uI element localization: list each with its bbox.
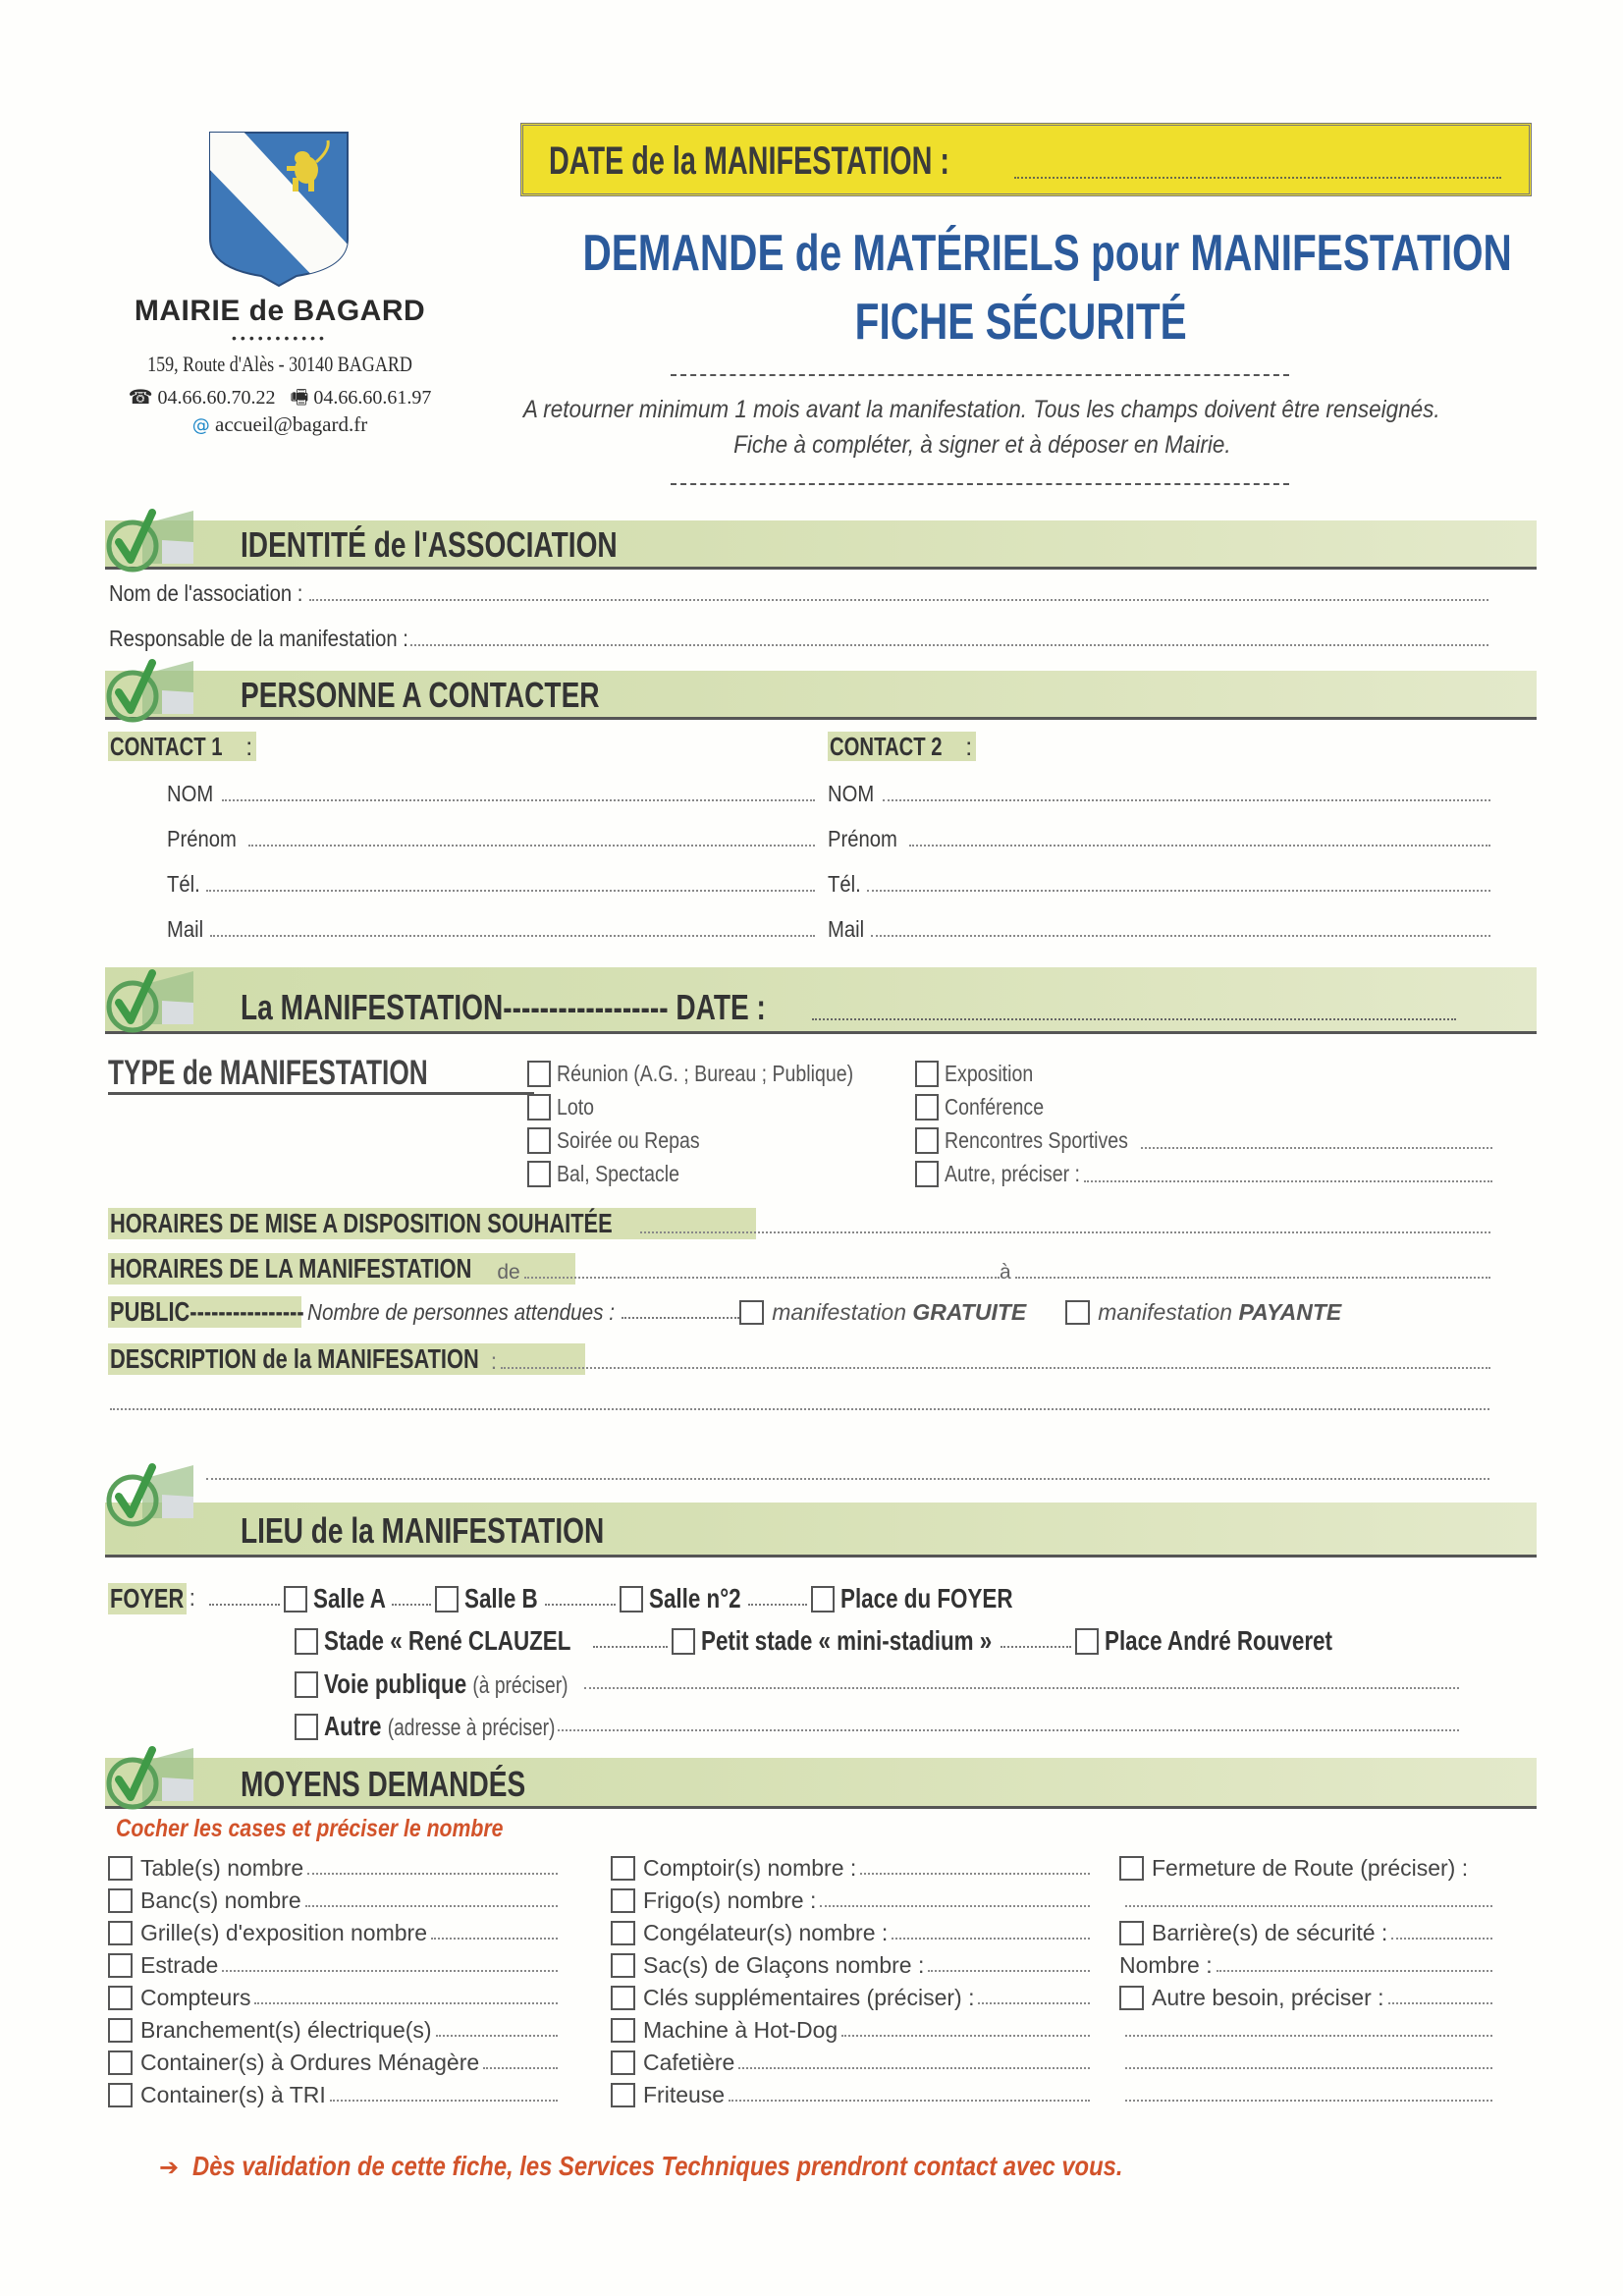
moyens-item-label: Clés supplémentaires (préciser) : <box>643 1985 975 2010</box>
contact1-input[interactable] <box>248 845 815 847</box>
contact2-field[interactable] <box>828 868 1490 898</box>
moyens-quantity-input[interactable] <box>892 1938 1090 1940</box>
field-label: Mail <box>167 916 204 942</box>
type-checkbox[interactable] <box>527 1061 551 1087</box>
moyens-item <box>611 2079 1090 2111</box>
moyens-quantity-input[interactable] <box>431 1938 558 1940</box>
page-title-line2: FICHE SÉCURITÉ <box>854 294 1188 351</box>
arrow-right-icon: ➔ <box>159 2154 180 2181</box>
section-header-lieu <box>105 1503 1537 1558</box>
foyer-colon: : <box>189 1585 196 1612</box>
org-address: 159, Route d'Alès - 30140 BAGARD <box>147 352 412 376</box>
contact2-field[interactable] <box>828 778 1490 807</box>
moyens-quantity-input[interactable] <box>841 2035 1090 2037</box>
voie-publique-input[interactable] <box>584 1687 1459 1689</box>
type-option-label: Loto <box>557 1093 595 1120</box>
petit-stade-checkbox[interactable] <box>672 1628 695 1655</box>
moyens-item <box>108 1885 558 1917</box>
contact2-label: CONTACT 2 <box>830 732 943 761</box>
type-checkbox[interactable] <box>915 1094 939 1121</box>
moyens-checkbox[interactable] <box>611 2050 635 2075</box>
moyens-item <box>108 1949 558 1982</box>
voie-publique-label: Voie publique <box>324 1668 467 1699</box>
autre-besoin-line-2 <box>1119 2014 1492 2047</box>
contact2-input[interactable] <box>871 935 1490 937</box>
contact1-field[interactable] <box>167 868 815 898</box>
moyens-item-label: Sac(s) de Glaçons nombre : <box>643 1952 925 1978</box>
type-option-label: Soirée ou Repas <box>557 1126 700 1153</box>
page-subtitle <box>452 293 1591 352</box>
type-option-label: Bal, Spectacle <box>557 1160 679 1186</box>
description-input[interactable] <box>501 1367 1490 1369</box>
contact2-heading <box>828 732 972 762</box>
barrieres-label: Barrière(s) de sécurité : <box>1152 1920 1388 1945</box>
type-option-label: Exposition <box>945 1060 1034 1086</box>
type-checkbox[interactable] <box>915 1061 939 1087</box>
voie-publique-checkbox[interactable] <box>295 1671 318 1698</box>
moyens-checkbox[interactable] <box>611 1921 635 1945</box>
nombre-personnes-label: Nombre de personnes attendues : <box>307 1298 616 1325</box>
fermeture-route-input[interactable] <box>1125 1905 1492 1907</box>
page-title-line1: DEMANDE de MATÉRIELS pour MANIFESTATION <box>582 225 1512 282</box>
type-checkbox[interactable] <box>915 1161 939 1187</box>
moyens-quantity-input[interactable] <box>436 2035 558 2037</box>
barrieres-nombre-row <box>1119 1949 1492 1982</box>
contact2-field[interactable] <box>828 913 1490 943</box>
type-option-label: Réunion (A.G. ; Bureau ; Publique) <box>557 1060 854 1086</box>
moyens-item <box>611 1949 1090 1982</box>
type-option <box>527 1125 920 1155</box>
contact1-input[interactable] <box>210 935 815 937</box>
fax-icon: 🖷 <box>290 385 309 409</box>
contact2-input[interactable] <box>883 799 1490 801</box>
moyens-item-label: Container(s) à TRI <box>140 2082 326 2107</box>
autre-lieu-label: Autre <box>324 1711 382 1741</box>
field-label: Responsable de la manifestation : <box>109 626 408 651</box>
horaires-de-label: de <box>497 1261 520 1284</box>
moyens-item <box>108 2079 558 2111</box>
dotted-leader <box>1001 1634 1071 1648</box>
petit-stade-label: Petit stade « mini-stadium » <box>701 1625 993 1656</box>
notice-line-2 <box>432 431 1532 460</box>
type-option-label: Conférence <box>945 1093 1045 1120</box>
checkmark-icon <box>103 503 197 574</box>
field-label: NOM <box>167 781 214 806</box>
moyens-checkbox[interactable] <box>611 2018 635 2043</box>
dotted-leader <box>593 1634 668 1648</box>
moyens-item <box>108 1852 558 1885</box>
nombre-personnes-input[interactable] <box>622 1305 739 1319</box>
moyens-item <box>611 2047 1090 2079</box>
payante-label <box>1098 1299 1341 1326</box>
gratuite-checkbox[interactable] <box>739 1300 764 1325</box>
autre-besoin-input-2[interactable] <box>1125 2035 1492 2037</box>
moyens-item <box>108 2014 558 2047</box>
coat-of-arms-logo <box>208 131 350 288</box>
gratuite-prefix: manifestation <box>772 1298 907 1325</box>
type-label: TYPE de MANIFESTATION <box>108 1054 428 1092</box>
moyens-item-label: Branchement(s) électrique(s) <box>140 2017 432 2043</box>
type-checkbox[interactable] <box>527 1127 551 1154</box>
autre-besoin-label: Autre besoin, préciser : <box>1152 1985 1384 2010</box>
moyens-item <box>611 1917 1090 1949</box>
dotted-leader <box>209 1592 280 1606</box>
footer-text: Dès validation de cette fiche, les Services Techniques prendront contact avec vous. <box>191 2151 1123 2181</box>
barrieres-nombre-input[interactable] <box>1217 1970 1492 1972</box>
field-label: Tél. <box>828 871 861 897</box>
moyens-checkbox[interactable] <box>108 1986 133 2010</box>
payante-text: PAYANTE <box>1238 1298 1342 1325</box>
notice-text-2: Fiche à compléter, à signer et à déposer en Mairie. <box>732 431 1231 459</box>
autre-besoin-checkbox[interactable] <box>1119 1986 1144 2010</box>
contact1-colon: : <box>238 732 253 761</box>
stade-clauzel-checkbox[interactable] <box>295 1628 318 1655</box>
section-title: IDENTITÉ de l'ASSOCIATION <box>241 524 618 565</box>
moyens-instruction <box>116 1815 571 1843</box>
association-name-input[interactable] <box>309 599 1488 601</box>
foyer-label: FOYER <box>110 1583 185 1613</box>
telephone-icon: ☎ <box>128 385 153 409</box>
moyens-quantity-input[interactable] <box>738 2067 1090 2069</box>
type-option <box>915 1159 1492 1188</box>
salle-b-checkbox[interactable] <box>435 1586 459 1613</box>
moyens-item <box>108 2047 558 2079</box>
checkmark-icon <box>103 963 197 1034</box>
moyens-item-label: Congélateur(s) nombre : <box>643 1920 889 1945</box>
horaires-manif-label: HORAIRES DE LA MANIFESTATION <box>110 1253 472 1284</box>
section-header-manifestation <box>105 967 1537 1034</box>
footer-message <box>159 2151 1287 2182</box>
dotted-leader <box>392 1592 431 1606</box>
type-option <box>915 1092 1492 1121</box>
moyens-checkbox[interactable] <box>611 2083 635 2107</box>
moyens-checkbox[interactable] <box>108 1953 133 1978</box>
moyens-checkbox[interactable] <box>108 2083 133 2107</box>
moyens-item-label: Comptoir(s) nombre : <box>643 1855 857 1881</box>
checkmark-icon <box>103 1740 197 1811</box>
moyens-item <box>108 1917 558 1949</box>
moyens-item-label: Estrade <box>140 1952 219 1978</box>
public-label: PUBLIC <box>110 1296 190 1327</box>
type-option <box>915 1125 1492 1155</box>
checkmark-icon <box>103 653 197 724</box>
field-label: NOM <box>828 781 875 806</box>
gratuite-text: GRATUITE <box>912 1298 1027 1325</box>
moyens-column-3 <box>1119 1852 1492 2111</box>
instruction-text: Cocher les cases et préciser le nombre <box>116 1815 504 1842</box>
contact2-field[interactable] <box>828 823 1490 852</box>
phone-number: 04.66.60.70.22 <box>157 387 276 409</box>
moyens-item-label: Friteuse <box>643 2082 726 2107</box>
horaires-dispo-field[interactable] <box>108 1204 1490 1239</box>
section-title: PERSONNE A CONTACTER <box>241 675 600 715</box>
responsable-field[interactable] <box>109 623 1488 652</box>
moyens-quantity-input[interactable] <box>307 1873 558 1875</box>
section-header-contact <box>105 671 1537 720</box>
salle-n2-label: Salle n°2 <box>648 1583 741 1613</box>
type-option <box>527 1059 920 1088</box>
date-banner-label: DATE de la MANIFESTATION : <box>549 139 950 183</box>
voie-publique-note: (à préciser) <box>472 1672 568 1699</box>
moyens-checkbox[interactable] <box>108 2050 133 2075</box>
field-label: Mail <box>828 916 865 942</box>
autre-lieu-row <box>295 1709 1459 1744</box>
contact1-field[interactable] <box>167 913 815 943</box>
barrieres-checkbox[interactable] <box>1119 1921 1144 1945</box>
org-phones <box>98 383 461 416</box>
place-foyer-label: Place du FOYER <box>839 1583 1013 1613</box>
horaires-dispo-input[interactable] <box>640 1231 1490 1233</box>
contact1-field[interactable] <box>167 778 815 807</box>
field-label: Tél. <box>167 871 200 897</box>
moyens-quantity-input[interactable] <box>860 1873 1090 1875</box>
fermeture-route-checkbox[interactable] <box>1119 1856 1144 1881</box>
barrieres-nombre-label: Nombre : <box>1119 1952 1213 1978</box>
moyens-quantity-input[interactable] <box>483 2067 558 2069</box>
moyens-col1-list <box>108 1852 558 2111</box>
section-header-identite <box>105 520 1537 570</box>
description-input-line-2[interactable] <box>110 1408 1489 1410</box>
dotted-leader <box>545 1592 616 1606</box>
moyens-item <box>611 1852 1090 1885</box>
field-label: Prénom <box>828 826 897 851</box>
field-label: Prénom <box>167 826 237 851</box>
type-manifestation-heading <box>108 1055 534 1095</box>
section-header-moyens <box>105 1758 1537 1809</box>
place-rouveret-checkbox[interactable] <box>1075 1628 1099 1655</box>
moyens-item-label: Cafetière <box>643 2050 735 2075</box>
association-name-field[interactable] <box>109 577 1488 607</box>
barrieres-item <box>1119 1917 1492 1949</box>
autre-besoin-input-4[interactable] <box>1125 2100 1492 2102</box>
description-field[interactable] <box>108 1339 1490 1375</box>
moyens-item-label: Table(s) nombre <box>140 1855 304 1881</box>
barrieres-input[interactable] <box>1391 1938 1492 1940</box>
contact2-input[interactable] <box>867 890 1490 892</box>
horaires-start-input[interactable] <box>524 1277 1000 1279</box>
place-foyer-checkbox[interactable] <box>811 1586 835 1613</box>
payante-checkbox[interactable] <box>1065 1300 1090 1325</box>
type-checkbox[interactable] <box>527 1161 551 1187</box>
autre-besoin-line-4 <box>1119 2079 1492 2111</box>
horaires-manif-field[interactable] <box>108 1249 1490 1285</box>
field-label: Nom de l'association : <box>109 580 303 606</box>
type-option <box>915 1059 1492 1088</box>
contact1-heading <box>108 732 252 762</box>
salle-n2-checkbox[interactable] <box>620 1586 643 1613</box>
fermeture-route-label: Fermeture de Route (préciser) : <box>1152 1855 1469 1881</box>
fermeture-route-input-row <box>1119 1885 1492 1917</box>
moyens-item <box>611 2014 1090 2047</box>
salle-b-label: Salle B <box>464 1583 539 1613</box>
moyens-checkbox[interactable] <box>611 1986 635 2010</box>
description-label: DESCRIPTION de la MANIFESATION <box>110 1343 479 1374</box>
type-checkbox[interactable] <box>915 1127 939 1154</box>
moyens-quantity-input[interactable] <box>222 1970 558 1972</box>
moyens-quantity-input[interactable] <box>928 1970 1090 1972</box>
type-option <box>527 1092 920 1121</box>
place-rouveret-label: Place André Rouveret <box>1104 1625 1332 1656</box>
horaires-a-label: à <box>1000 1261 1011 1284</box>
moyens-checkbox[interactable] <box>611 1856 635 1881</box>
moyens-item-label: Grille(s) d'exposition nombre <box>140 1920 428 1945</box>
contact1-input[interactable] <box>206 890 815 892</box>
moyens-item <box>611 1982 1090 2014</box>
moyens-item <box>108 1982 558 2014</box>
contact2-input[interactable] <box>909 845 1490 847</box>
moyens-checkbox[interactable] <box>611 1888 635 1913</box>
autre-lieu-input[interactable] <box>558 1729 1459 1731</box>
contact2-colon: : <box>957 732 973 761</box>
gratuite-label <box>772 1299 1026 1326</box>
dashed-divider <box>671 374 1289 376</box>
public-field <box>108 1294 1490 1330</box>
date-banner <box>520 123 1532 196</box>
moyens-quantity-input[interactable] <box>305 1905 558 1907</box>
autre-lieu-checkbox[interactable] <box>295 1714 318 1740</box>
autre-besoin-input[interactable] <box>1388 2002 1492 2004</box>
moyens-quantity-input[interactable] <box>729 2100 1090 2102</box>
moyens-quantity-input[interactable] <box>978 2002 1090 2004</box>
manifestation-date-input[interactable] <box>812 1018 1456 1020</box>
autre-besoin-input-3[interactable] <box>1125 2067 1492 2069</box>
type-checkbox[interactable] <box>527 1094 551 1121</box>
autre-besoin-line-3 <box>1119 2047 1492 2079</box>
autre-besoin-item <box>1119 1982 1492 2014</box>
org-name: MAIRIE de BAGARD <box>134 295 426 327</box>
dotted-leader <box>748 1592 807 1606</box>
section-title: LIEU de la MANIFESTATION <box>241 1510 605 1551</box>
moyens-item-label: Machine à Hot-Dog <box>643 2017 839 2043</box>
type-precision-input[interactable] <box>1141 1147 1492 1149</box>
moyens-quantity-input[interactable] <box>330 2100 558 2102</box>
email-address[interactable]: accueil@bagard.fr <box>215 412 368 436</box>
horaires-end-input[interactable] <box>1015 1277 1490 1279</box>
description-input-line-3[interactable] <box>206 1478 1489 1480</box>
moyens-item-label: Compteurs <box>140 1985 251 2010</box>
moyens-item-label: Banc(s) nombre <box>140 1887 301 1913</box>
date-field[interactable] <box>1014 177 1501 179</box>
contact1-input[interactable] <box>222 799 815 801</box>
fax-number: 04.66.60.61.97 <box>313 387 432 409</box>
salle-a-checkbox[interactable] <box>284 1586 307 1613</box>
org-email <box>98 412 461 437</box>
dashed-divider <box>671 483 1289 485</box>
at-sign-icon: @ <box>191 415 210 436</box>
autre-lieu-note: (adresse à préciser) <box>387 1715 556 1741</box>
notice-text-1: A retourner minimum 1 mois avant la manifestation. Tous les champs doivent être renseignés. <box>523 396 1440 423</box>
payante-prefix: manifestation <box>1098 1298 1233 1325</box>
moyens-checkbox[interactable] <box>611 1953 635 1978</box>
type-precision-input[interactable] <box>1084 1180 1492 1182</box>
moyens-checkbox[interactable] <box>108 1888 133 1913</box>
notice-line-1 <box>432 396 1532 424</box>
moyens-quantity-input[interactable] <box>254 2002 558 2004</box>
stade-row <box>295 1623 1389 1659</box>
checkmark-icon <box>103 1453 197 1532</box>
salle-a-label: Salle A <box>313 1583 387 1613</box>
foyer-row <box>108 1581 1055 1616</box>
org-dots-divider: ••••••••••• <box>232 330 328 346</box>
type-option-label: Autre, préciser : <box>945 1160 1080 1186</box>
type-option-label: Rencontres Sportives <box>945 1126 1128 1153</box>
moyens-item <box>611 1885 1090 1917</box>
moyens-item-label: Container(s) à Ordures Ménagère <box>140 2050 480 2075</box>
description-colon: : <box>490 1348 498 1374</box>
moyens-checkbox[interactable] <box>108 1921 133 1945</box>
voie-publique-row <box>295 1667 1459 1702</box>
page-title <box>452 224 1591 283</box>
moyens-quantity-input[interactable] <box>820 1905 1090 1907</box>
public-dashes: ---------------- <box>189 1296 304 1327</box>
contact1-field[interactable] <box>167 823 815 852</box>
contact1-label: CONTACT 1 <box>110 732 223 761</box>
type-option <box>527 1159 920 1188</box>
fermeture-route-item <box>1119 1852 1492 1885</box>
responsable-input[interactable] <box>410 644 1489 646</box>
stade-clauzel-label: Stade « René CLAUZEL <box>324 1625 571 1656</box>
section-title: MOYENS DEMANDÉS <box>241 1764 526 1804</box>
moyens-item-label: Frigo(s) nombre : <box>643 1887 817 1913</box>
horaires-dispo-label: HORAIRES DE MISE A DISPOSITION SOUHAITÉE <box>110 1208 613 1238</box>
moyens-checkbox[interactable] <box>108 1856 133 1881</box>
moyens-col2-list <box>611 1852 1090 2111</box>
moyens-checkbox[interactable] <box>108 2018 133 2043</box>
section-title: La MANIFESTATION------------------ DATE : <box>241 987 766 1027</box>
